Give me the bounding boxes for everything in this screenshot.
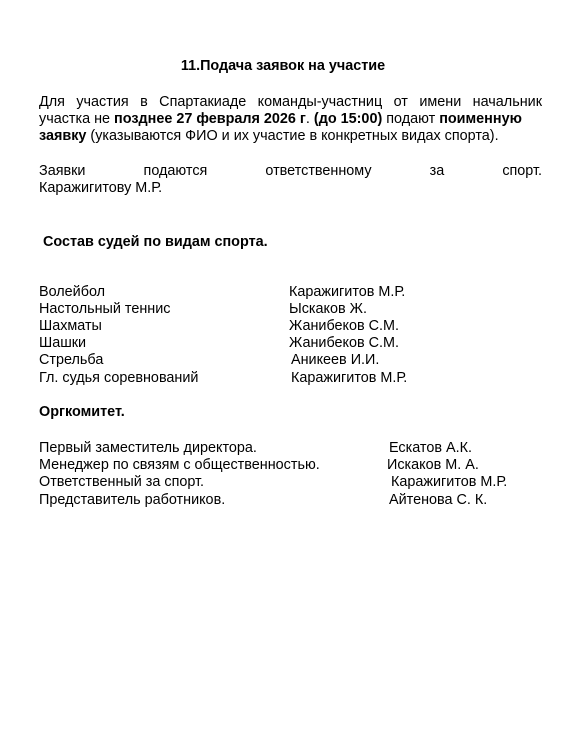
judge-sport: Настольный теннис (39, 301, 171, 317)
committee-person: Ескатов А.К. (389, 440, 472, 456)
committee-person: Искаков М. А. (387, 457, 479, 473)
judge-person: Жанибеков С.М. (289, 335, 400, 351)
named-label: поименную (439, 111, 522, 127)
judge-person: Жанибеков С.М. (289, 318, 400, 334)
para2-word: Заявки (39, 163, 86, 179)
deadline-date: позднее 27 февраля 2026 г (114, 111, 306, 127)
application-label: заявку (39, 128, 87, 144)
para2-word: за (429, 163, 445, 179)
judge-sport: Гл. судья соревнований (39, 370, 199, 386)
committee-person: Айтенова С. К. (389, 492, 488, 508)
para1-line1: Для участия в Спартакиаде команды-участниц от имени начальник (39, 94, 542, 110)
para1-text: подают (382, 111, 440, 127)
committee-role: Ответственный за спорт. (39, 474, 205, 490)
committee-role: Первый заместитель директора. (39, 440, 257, 456)
committee-person: Каражигитов М.Р. (391, 474, 508, 490)
para2-line2: Каражигитову М.Р. (39, 180, 163, 196)
judges-heading: Состав судей по видам спорта. (43, 234, 268, 250)
judge-person: Аникеев И.И. (291, 352, 380, 368)
para2-word: подаются (143, 163, 208, 179)
para2-line1 (39, 163, 542, 180)
para1-line2 (39, 111, 542, 128)
deadline-time: (до 15:00) (313, 111, 383, 127)
judge-person: Каражигитов М.Р. (289, 284, 406, 300)
para2-word: ответственному (265, 163, 372, 179)
para1-text: (указываются ФИО и их участие в конкретных видах спорта). (86, 128, 499, 144)
judge-sport: Стрельба (39, 352, 104, 368)
judge-sport: Шашки (39, 335, 87, 351)
committee-role: Менеджер по связям с общественностью. (39, 457, 320, 473)
committee-role: Представитель работников. (39, 492, 226, 508)
para2-word: спорт. (502, 163, 542, 179)
judge-person: Каражигитов М.Р. (291, 370, 408, 386)
para1-text: участка не (39, 111, 115, 127)
judge-sport: Шахматы (39, 318, 102, 334)
section-title: 11.Подача заявок на участие (180, 58, 386, 74)
para1-line3 (39, 128, 499, 145)
judge-person: Ыскаков Ж. (289, 301, 367, 317)
committee-heading: Оргкомитет. (39, 404, 125, 420)
judge-sport: Волейбол (39, 284, 106, 300)
para1-text: . (305, 111, 314, 127)
